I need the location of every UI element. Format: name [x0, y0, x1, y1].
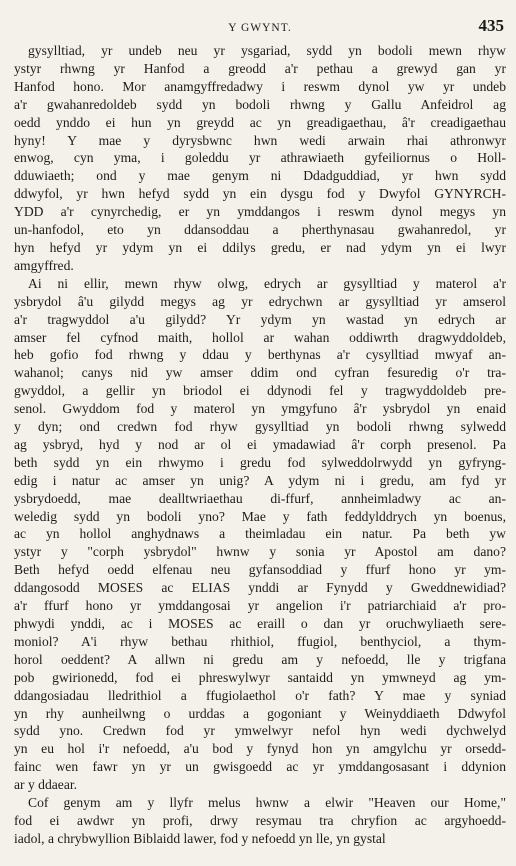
text-line: fod ei awdwr yn profi, drwy resymau tra chryfion ac argyhoedd- — [14, 812, 506, 828]
text-line: edig i natur ac amser yn unig? A ydym ni i gredu, am fyd yr — [14, 472, 506, 488]
body-text — [14, 42, 506, 848]
text-line: phwydi ynddi, ac i MOSES ac eraill o dan yr oruchwyliaeth sere- — [14, 616, 506, 631]
text-line: senol. Gwyddom fod y materol yn ymgyfuno â'r ysbrydol yn enaid — [14, 401, 506, 417]
text-line: Cof genym am y llyfr melus hwnw a elwir "Heaven our Home," — [28, 795, 506, 811]
text-line: enwog, cyn yma, i goleddu yr athrawiaeth gyfeiliornus o Holl- — [14, 150, 506, 166]
text-line: hyn hefyd yr ydym yn ei ddilys gredu, er nad ydym yn ei lwyr — [14, 239, 506, 255]
text-line: ac yn hollol anghydnaws a theimladau ein natur. Pa beth yw — [14, 526, 506, 542]
text-line: moniol? A'i rhyw bethau rhithiol, ffugiol, benthyciol, a thym- — [14, 633, 506, 649]
text-line: Beth hefyd oedd elfenau neu gyfansoddiad y ffurf hono yr ym- — [14, 562, 506, 578]
running-head: Y GWYNT. — [228, 22, 292, 34]
text-line: wahanol; canys nid yw amser ddim ond cyfran fesuredig o'r tra- — [14, 365, 506, 381]
text-line: amser fel cyfnod maith, hollol ar wahan oddiwrth dragwyddoldeb, — [14, 329, 506, 345]
text-line: gwyddol, a gellir yn briodol ei ddynodi fel y tragwyddoldeb pre- — [14, 383, 506, 399]
page-header — [14, 14, 506, 42]
text-line: heb gofio fod rhwng y ddau y berthynas a'r cysylltiad mwyaf an- — [14, 347, 506, 363]
text-line: hyny! Y mae y dyrysbwnc hwn wedi arwain rhai athronwyr — [14, 132, 506, 148]
text-line: gysylltiad, yr undeb neu yr ysgariad, sydd yn bodoli mewn rhyw — [28, 43, 506, 58]
page-number: 435 — [478, 16, 504, 35]
text-line: ystyr rhwng yr Hanfod a greodd a'r pethau a grewyd gan yr — [14, 60, 506, 76]
text-line: fainc wen fawr yn yr un gwisgoedd ac yr ymddangosasant i ddynion — [14, 759, 506, 775]
text-line: iadol, a chrybwyllion Biblaidd lawer, fod y nefoedd yn lle, yn gystal — [14, 830, 386, 846]
text-line: amgyffred. — [14, 257, 74, 273]
paragraph — [14, 794, 506, 848]
text-line: un-hanfodol, eto yn ddansoddau a pherthynasau gwahanredol, yr — [14, 222, 506, 238]
text-line: a'r gwahanredoldeb sydd yn bodoli rhwng y Gallu Anfeidrol ag — [14, 96, 506, 112]
text-line: ysbrydol â'u gilydd megys ag yr edrychwn ar gysylltiad yr amserol — [14, 293, 506, 309]
text-line: ddangosodd MOSES ac ELIAS ynddi ar Fynydd y Gweddnewidiad? — [14, 580, 506, 596]
text-line: ddangosiadau lledrithiol a ffugiolaethol o'r fath? Y mae y syniad — [14, 687, 506, 703]
text-line: a'r ffurf hono yr ymddangosai yr angelion i'r patriarchiaid a'r pro- — [14, 598, 506, 614]
text-line: dduwiaeth; ond y mae genym ni Ddadguddiad, yr hwn sydd — [14, 168, 506, 184]
text-line: sydd yno. Credwn fod yr ymwelwyr nefol hyn wedi dychwelyd — [14, 723, 506, 739]
text-line: ystyr y "corph ysbrydol" hwnw y sonia yr Apostol am dano? — [14, 544, 506, 560]
text-line: ag ysbryd, hyd y nod ar ol ei ymadawiad â'r corph presenol. Pa — [14, 436, 506, 452]
text-line: YDD a'r cynyrchedig, er yn ymddangos i reswm dynol megys yn — [14, 204, 506, 220]
text-line: ar y ddaear. — [14, 777, 78, 793]
paragraph — [14, 42, 506, 275]
text-line: beth sydd yn ein rhwymo i gredu fod sylweddolrwydd yn gyfryng- — [14, 454, 506, 470]
text-line: ysbrydoedd, mae dealltwriaethau di-ffurf, annheimladwy ac an- — [14, 490, 506, 506]
text-line: weledig sydd yn bodoli yno? Mae y fath feddylddrych yn boenus, — [14, 508, 506, 524]
text-line: pob gwirionedd, fod ei phreswylwyr santaidd yn ymwneyd ag ym- — [14, 669, 506, 685]
text-line: yn rhy aunheilwng o urddas a gogoniant y Weinyddiaeth Ddwyfol — [14, 705, 506, 721]
paragraph — [14, 275, 506, 794]
text-line: yn eu hol i'r nefoedd, a'u bod y fynyd hon yn amgylchu yr orsedd- — [14, 741, 506, 757]
text-line: horol oeddent? A allwn ni gredu am y nefoedd, lle y trigfana — [14, 651, 506, 667]
text-line: Hanfod hono. Mor anamgyffredadwy i reswm dynol yw yr undeb — [14, 78, 506, 94]
text-line: y dyn; ond credwn fod rhyw gysylltiad yn bodoli rhwng sylwedd — [14, 419, 506, 435]
text-line: ddwyfol, yr hwn hefyd sydd yn ein dysgu fod y Dwyfol GYNYRCH- — [14, 186, 506, 202]
text-line: Ai ni ellir, mewn rhyw olwg, edrych ar gysylltiad y materol a'r — [28, 275, 506, 291]
text-line: oedd ynddo ei hun yn greydd ac yn greadigaethau, â'r creadigaethau — [14, 114, 506, 130]
text-line: a'r tragwyddol a'u gilydd? Yr ydym yn wastad yn edrych ar — [14, 311, 506, 327]
